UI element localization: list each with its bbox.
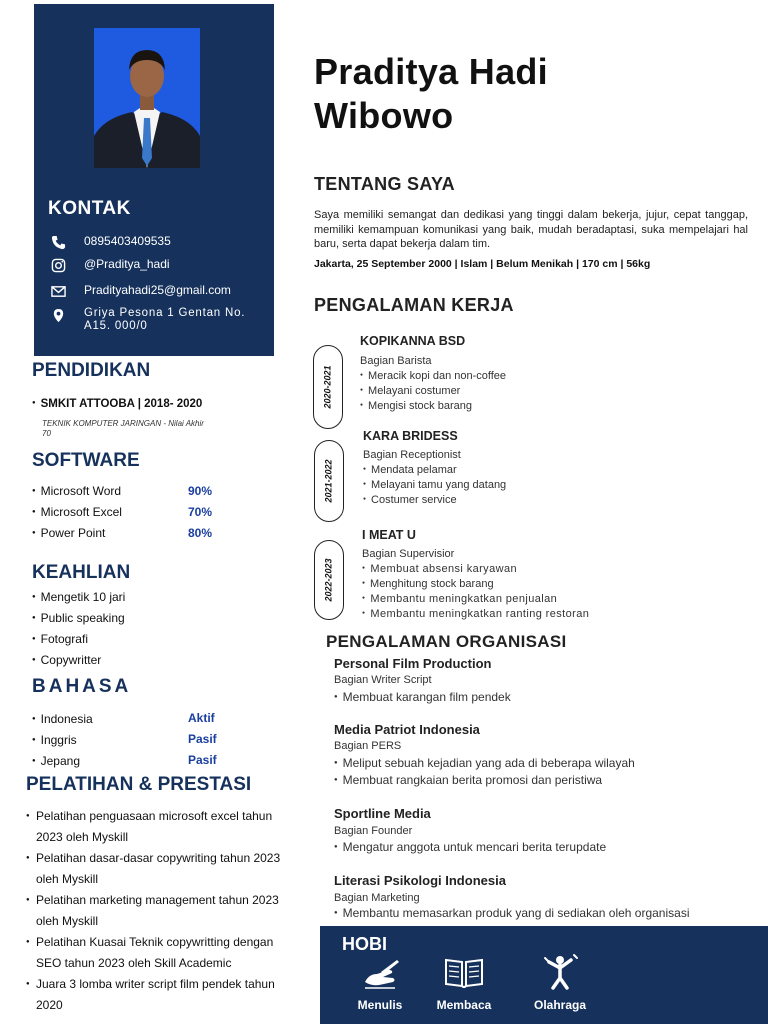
job-years: 2020-2021 — [323, 365, 334, 409]
training-item — [26, 932, 304, 974]
job-task: ● Meracik kopi dan non-coffee — [360, 370, 506, 382]
job-role: Bagian Receptionist — [363, 449, 461, 461]
contact-phone — [48, 234, 171, 250]
keahlian-title: KEAHLIAN — [32, 562, 131, 583]
software-item: ● Microsoft Excel — [32, 505, 122, 519]
writing-hand-icon — [359, 952, 401, 994]
skill-item: ● Public speaking — [32, 611, 125, 625]
training-item — [26, 806, 304, 848]
job-task: ● Membantu meningkatkan penjualan — [362, 593, 557, 605]
training-item — [26, 974, 304, 1016]
org-task: ● Membantu memasarkan produk yang di sediakan oleh organisasi — [334, 906, 690, 920]
hobby-label: Menulis — [357, 998, 403, 1012]
skill-item: ● Copywritter — [32, 653, 101, 667]
org-task: ● Membuat rangkaian berita promosi dan peristiwa — [334, 773, 602, 787]
training-line-2: 2023 oleh Myskill — [36, 830, 129, 844]
job-task: ● Melayani tamu yang datang — [363, 479, 506, 491]
bahasa-title: BAHASA — [32, 676, 132, 697]
skill-item: ● Mengetik 10 jari — [32, 590, 125, 604]
about-text: Saya memiliki semangat dan dedikasi yang tinggi dalam bekerja, jujur, cepat tanggap, memiliki kemampuan komunikasi yang baik, mudah beradaptasi, suka mempelajari hal baru, serta dapat bekerja dalam tim. — [314, 209, 748, 250]
major-line-1: TEKNIK KOMPUTER JARINGAN - Nilai Akhir — [42, 419, 204, 428]
skill-item: ● Fotografi — [32, 632, 88, 646]
personal-info: Jakarta, 25 September 2000 | Islam | Belum Menikah | 170 cm | 56kg — [314, 258, 651, 270]
contact-address — [48, 307, 264, 333]
address-line-2: A15. 000/0 — [84, 320, 148, 332]
org-task: ● Meliput sebuah kejadian yang ada di beberapa wilayah — [334, 756, 635, 770]
org-name: Sportline Media — [334, 806, 431, 821]
phone-icon — [48, 234, 68, 250]
profile-photo — [94, 28, 200, 168]
org-name: Media Patriot Indonesia — [334, 722, 480, 737]
job-company: I MEAT U — [362, 528, 416, 542]
year-pill — [314, 540, 344, 620]
address — [84, 307, 264, 333]
tentang-title: TENTANG SAYA — [314, 174, 455, 194]
job-task: ● Membuat absensi karyawan — [362, 563, 517, 575]
pengalaman-kerja-title: PENGALAMAN KERJA — [314, 295, 514, 315]
job-task: ● Mendata pelamar — [363, 464, 457, 476]
athlete-icon — [539, 952, 581, 994]
instagram-handle[interactable]: @Praditya_hadi — [84, 257, 170, 271]
training-line-2: SEO tahun 2023 oleh Skill Academic — [36, 956, 232, 970]
open-book-icon — [443, 952, 485, 994]
job-task: ● Membantu meningkatkan ranting restoran — [362, 608, 589, 620]
language-item: ● Inggris — [32, 733, 77, 747]
training-line-1: Pelatihan marketing management tahun 2023 — [36, 893, 279, 907]
training-line-1: Pelatihan Kuasai Teknik copywritting dengan — [36, 935, 274, 949]
phone-number[interactable]: 0895403409535 — [84, 234, 171, 248]
training-item — [26, 890, 304, 932]
language-level: Aktif — [188, 711, 215, 725]
hobby-label: Membaca — [436, 998, 492, 1012]
job-company: KARA BRIDESS — [363, 429, 458, 443]
year-pill — [314, 440, 344, 522]
pengalaman-organisasi-title: PENGALAMAN ORGANISASI — [326, 632, 567, 651]
hobby-olahraga — [520, 952, 600, 1012]
language-level: Pasif — [188, 732, 217, 746]
major-text — [42, 419, 272, 439]
kontak-title: KONTAK — [48, 198, 131, 219]
job-years: 2022-2023 — [324, 558, 335, 602]
location-pin-icon — [48, 307, 68, 323]
instagram-icon — [48, 257, 68, 273]
job-years: 2021-2022 — [324, 459, 335, 503]
software-item: ● Microsoft Word — [32, 484, 121, 498]
job-task: ● Costumer service — [363, 494, 457, 506]
address-line-1: Griya Pesona 1 Gentan No. — [84, 307, 246, 319]
email-address[interactable]: Pradityahadi25@gmail.com — [84, 283, 231, 297]
mail-icon — [48, 283, 68, 299]
hobby-label: Olahraga — [533, 998, 587, 1012]
org-role: Bagian Marketing — [334, 892, 420, 904]
job-task: ● Menghitung stock barang — [362, 578, 494, 590]
software-level: 70% — [188, 505, 213, 519]
school-entry: ● SMKIT ATTOOBA | 2018- 2020 — [32, 398, 202, 410]
name-line-1: Praditya Hadi — [314, 51, 548, 92]
pendidikan-title: PENDIDIKAN — [32, 360, 151, 381]
software-level: 90% — [188, 484, 213, 498]
training-line-2: 2020 — [36, 998, 63, 1012]
training-line-2: oleh Myskill — [36, 914, 99, 928]
hobby-menulis — [340, 952, 420, 1012]
org-task: ● Mengatur anggota untuk mencari berita terupdate — [334, 840, 606, 854]
hobi-panel — [320, 926, 768, 1024]
profile-photo-graphic — [94, 28, 200, 168]
training-line-1: Juara 3 lomba writer script film pendek tahun — [36, 977, 275, 991]
training-line-2: oleh Myskill — [36, 872, 99, 886]
job-task: ● Melayani costumer — [360, 385, 460, 397]
org-name: Personal Film Production — [334, 656, 492, 671]
hobi-title: HOBI — [342, 934, 387, 954]
org-role: Bagian Founder — [334, 825, 413, 837]
hobby-membaca — [424, 952, 504, 1012]
training-line-1: Pelatihan penguasaan microsoft excel tahun — [36, 809, 273, 823]
name-line-2: Wibowo — [314, 95, 454, 136]
language-level: Pasif — [188, 753, 217, 767]
org-role: Bagian PERS — [334, 740, 402, 752]
software-level: 80% — [188, 526, 213, 540]
pelatihan-title: PELATIHAN & PRESTASI — [26, 774, 252, 795]
org-task: ● Membuat karangan film pendek — [334, 690, 511, 704]
full-name — [314, 50, 548, 138]
job-role: Bagian Supervisior — [362, 548, 455, 560]
software-item: ● Power Point — [32, 526, 105, 540]
software-title: SOFTWARE — [32, 450, 140, 471]
training-line-1: Pelatihan dasar-dasar copywriting tahun 2023 — [36, 851, 281, 865]
org-role: Bagian Writer Script — [334, 674, 432, 686]
contact-panel — [34, 4, 274, 356]
org-name: Literasi Psikologi Indonesia — [334, 873, 506, 888]
contact-instagram — [48, 257, 170, 273]
job-role: Bagian Barista — [360, 355, 432, 367]
job-company: KOPIKANNA BSD — [360, 334, 466, 348]
year-pill — [313, 345, 343, 429]
training-item — [26, 848, 304, 890]
language-item: ● Indonesia — [32, 712, 93, 726]
job-task: ● Mengisi stock barang — [360, 400, 472, 412]
major-line-2: 70 — [42, 429, 51, 438]
contact-email — [48, 283, 231, 299]
language-item: ● Jepang — [32, 754, 80, 768]
